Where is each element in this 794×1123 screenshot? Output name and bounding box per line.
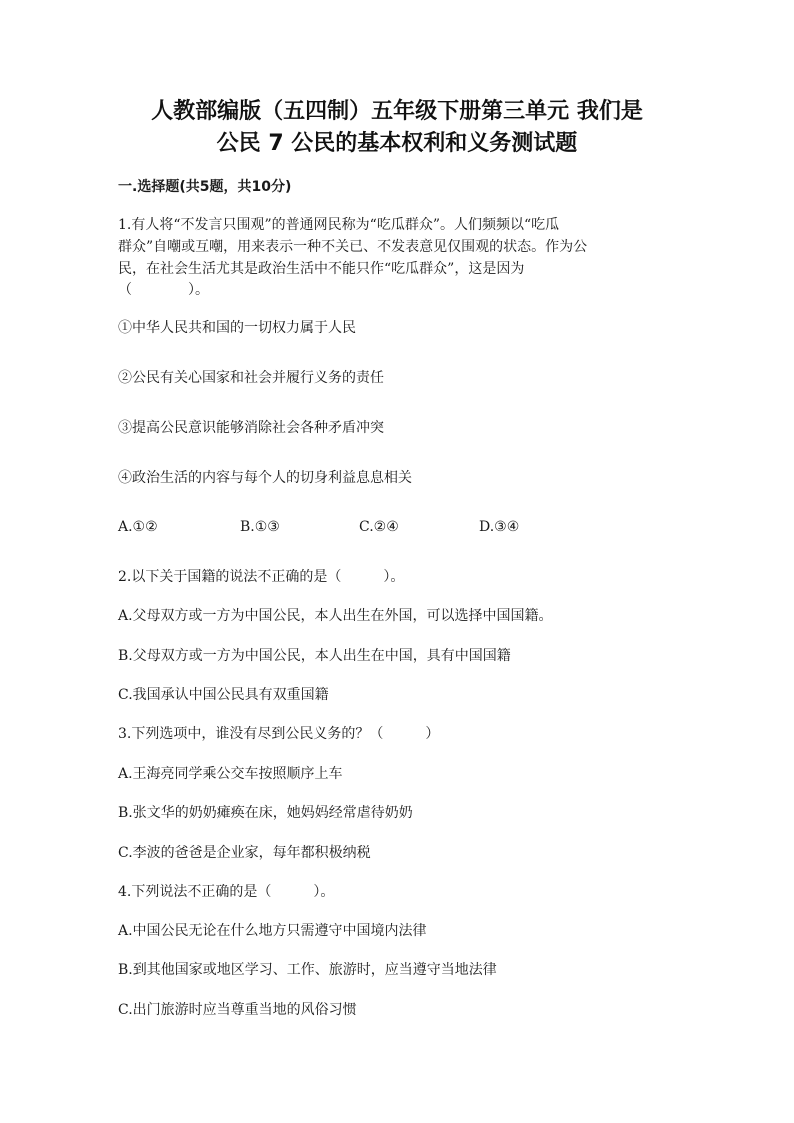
q1-statement-3: ③提高公民意识能够消除社会各种矛盾冲突: [118, 420, 384, 436]
q2-option-c[interactable]: C.我国承认中国公民具有双重国籍: [118, 687, 329, 703]
q4-option-c[interactable]: C.出门旅游时应当尊重当地的风俗习惯: [118, 1002, 357, 1018]
q1-stem-line-1: 1.有人将“不发言只围观”的普通网民称为“吃瓜群众”。人们频频以“吃瓜: [118, 217, 560, 233]
q1-option-d[interactable]: D.③④: [479, 519, 520, 535]
q2-option-a[interactable]: A.父母双方或一方为中国公民，本人出生在外国，可以选择中国国籍。: [118, 608, 553, 624]
q1-option-a[interactable]: A.①②: [118, 519, 158, 535]
q1-option-c[interactable]: C.②④: [359, 519, 399, 535]
q1-statement-4: ④政治生活的内容与每个人的切身利益息息相关: [118, 470, 412, 486]
q1-stem-line-2: 群众”自嘲或互嘲，用来表示一种不关已、不发表意见仅围观的状态。作为公: [118, 239, 588, 255]
q3-option-a[interactable]: A.王海亮同学乘公交车按照顺序上车: [118, 766, 343, 782]
q3-option-b[interactable]: B.张文华的奶奶瘫痪在床，她妈妈经常虐待奶奶: [118, 805, 413, 821]
q4-stem: 4.下列说法不正确的是（ ）。: [118, 884, 335, 900]
q1-option-b[interactable]: B.①③: [240, 519, 280, 535]
q4-option-b[interactable]: B.到其他国家或地区学习、工作、旅游时，应当遵守当地法律: [118, 962, 497, 978]
title-line-1: 人教部编版（五四制）五年级下册第三单元 我们是: [151, 99, 643, 124]
q1-stem-line-3: 民，在社会生活尤其是政治生活中不能只作“吃瓜群众”，这是因为: [118, 261, 525, 277]
section-heading: 一.选择题(共5题，共10分): [118, 179, 292, 195]
q1-statement-1: ①中华人民共和国的一切权力属于人民: [118, 320, 356, 336]
q1-options: [118, 517, 678, 537]
q3-option-c[interactable]: C.李波的爸爸是企业家，每年都积极纳税: [118, 845, 371, 861]
page-title: [100, 96, 694, 160]
title-line-2: 公民 7 公民的基本权利和义务测试题: [216, 131, 578, 156]
q3-stem: 3.下列选项中，谁没有尽到公民义务的？（ ）: [118, 726, 440, 742]
q2-stem: 2.以下关于国籍的说法不正确的是（ ）。: [118, 569, 405, 585]
q4-option-a[interactable]: A.中国公民无论在什么地方只需遵守中国境内法律: [118, 923, 427, 939]
q1-stem-line-4: （ ）。: [118, 282, 209, 298]
q2-option-b[interactable]: B.父母双方或一方为中国公民，本人出生在中国，具有中国国籍: [118, 648, 511, 664]
q1-statement-2: ②公民有关心国家和社会并履行义务的责任: [118, 370, 384, 386]
